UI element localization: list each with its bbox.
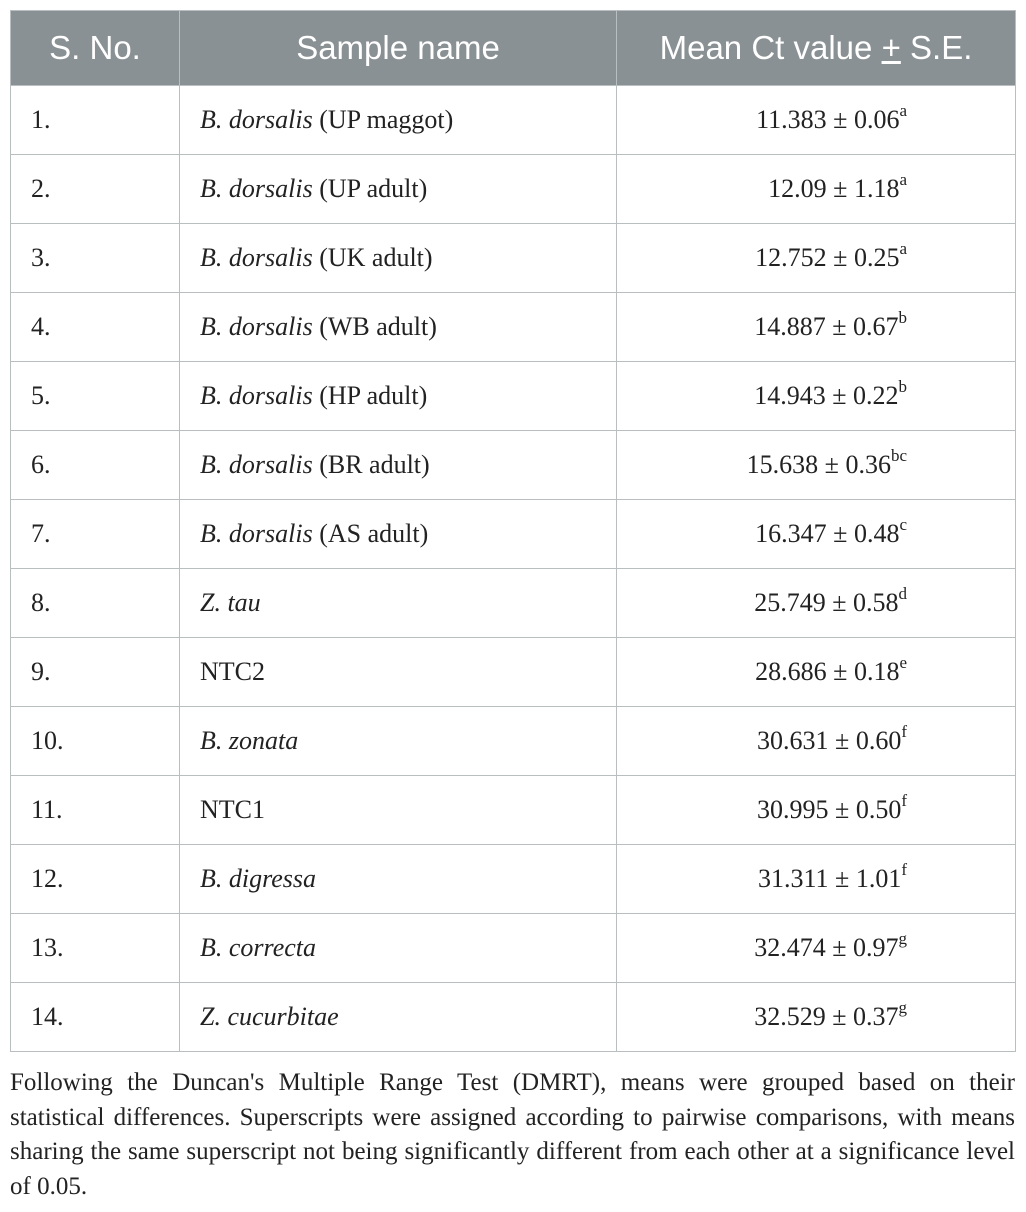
table-row	[11, 638, 1016, 707]
header-row	[11, 11, 1016, 86]
mean-ct-value: 30.995 ± 0.50	[757, 795, 902, 824]
species-name: B. dorsalis	[200, 243, 313, 272]
species-name: B. digressa	[200, 864, 317, 893]
row-number: 6.	[11, 431, 180, 500]
mean-ct-cell	[617, 293, 1016, 362]
dmrt-group-superscript: a	[899, 170, 907, 190]
mean-ct-value: 16.347 ± 0.48	[755, 519, 900, 548]
row-number: 9.	[11, 638, 180, 707]
dmrt-group-superscript: e	[899, 653, 907, 673]
table-row	[11, 500, 1016, 569]
species-name: B. dorsalis	[200, 174, 313, 203]
sample-name-cell	[180, 155, 617, 224]
mean-ct-cell	[617, 155, 1016, 224]
results-table-container	[10, 10, 1015, 1052]
row-number: 1.	[11, 86, 180, 155]
header-sno: S. No.	[11, 11, 180, 86]
mean-ct-cell	[617, 914, 1016, 983]
header-sample-name: Sample name	[180, 11, 617, 86]
row-number: 2.	[11, 155, 180, 224]
mean-ct-value: 25.749 ± 0.58	[754, 588, 899, 617]
sample-name-cell	[180, 500, 617, 569]
row-number: 11.	[11, 776, 180, 845]
mean-ct-cell	[617, 707, 1016, 776]
species-name: B. dorsalis	[200, 381, 313, 410]
sample-name-cell	[180, 707, 617, 776]
dmrt-group-superscript: bc	[890, 446, 907, 466]
sample-detail: NTC2	[200, 657, 265, 686]
dmrt-group-superscript: g	[898, 998, 907, 1018]
mean-ct-cell	[617, 776, 1016, 845]
row-number: 14.	[11, 983, 180, 1052]
header-mean-ct	[617, 11, 1016, 86]
sample-name-cell	[180, 914, 617, 983]
sample-detail: (UP maggot)	[312, 105, 454, 134]
species-name: B. dorsalis	[200, 450, 313, 479]
table-row	[11, 569, 1016, 638]
mean-ct-value: 28.686 ± 0.18	[755, 657, 900, 686]
sample-name-cell	[180, 569, 617, 638]
species-name: Z. tau	[200, 588, 261, 617]
table-row	[11, 86, 1016, 155]
row-number: 10.	[11, 707, 180, 776]
sample-name-cell	[180, 845, 617, 914]
sample-detail: (UK adult)	[312, 243, 433, 272]
mean-ct-value: 31.311 ± 1.01	[758, 864, 902, 893]
table-row	[11, 293, 1016, 362]
table-footnote: Following the Duncan's Multiple Range Test (DMRT), means were grouped based on their statistical differences. Superscripts were assigned according to pairwise comparisons, with means sharing the same superscript not being significantly different from each other at a significance level of 0.05.	[10, 1069, 1015, 1200]
table-row	[11, 983, 1016, 1052]
sample-name-cell	[180, 431, 617, 500]
sample-detail: (BR adult)	[312, 450, 430, 479]
plus-minus-symbol: +	[881, 29, 901, 66]
ct-value-table	[10, 10, 1016, 1052]
mean-ct-value: 14.887 ± 0.67	[754, 312, 899, 341]
table-row	[11, 914, 1016, 983]
mean-ct-value: 12.09 ± 1.18	[768, 174, 900, 203]
dmrt-group-superscript: f	[901, 722, 907, 742]
mean-ct-cell	[617, 638, 1016, 707]
sample-name-cell	[180, 293, 617, 362]
table-row	[11, 155, 1016, 224]
sample-name-cell	[180, 362, 617, 431]
mean-ct-value: 15.638 ± 0.36	[746, 450, 891, 479]
dmrt-group-superscript: d	[898, 584, 907, 604]
row-number: 7.	[11, 500, 180, 569]
mean-ct-cell	[617, 569, 1016, 638]
mean-ct-value: 32.474 ± 0.97	[754, 933, 899, 962]
dmrt-group-superscript: g	[898, 929, 907, 949]
mean-ct-cell	[617, 86, 1016, 155]
dmrt-group-superscript: c	[899, 515, 907, 535]
table-header	[11, 11, 1016, 86]
dmrt-group-superscript: a	[899, 239, 907, 259]
dmrt-group-superscript: a	[899, 101, 907, 121]
row-number: 13.	[11, 914, 180, 983]
mean-ct-cell	[617, 431, 1016, 500]
row-number: 3.	[11, 224, 180, 293]
table-row	[11, 845, 1016, 914]
header-mean-prefix: Mean Ct value	[659, 29, 882, 66]
species-name: B. zonata	[200, 726, 299, 755]
mean-ct-cell	[617, 845, 1016, 914]
sample-name-cell	[180, 983, 617, 1052]
sample-detail: (WB adult)	[312, 312, 437, 341]
mean-ct-cell	[617, 224, 1016, 293]
species-name: Z. cucurbitae	[200, 1002, 339, 1031]
mean-ct-cell	[617, 500, 1016, 569]
table-row	[11, 707, 1016, 776]
row-number: 12.	[11, 845, 180, 914]
dmrt-group-superscript: f	[901, 860, 907, 880]
sample-name-cell	[180, 638, 617, 707]
mean-ct-cell	[617, 362, 1016, 431]
row-number: 4.	[11, 293, 180, 362]
table-row	[11, 431, 1016, 500]
sample-detail: (AS adult)	[312, 519, 429, 548]
sample-detail: (HP adult)	[312, 381, 428, 410]
table-row	[11, 776, 1016, 845]
mean-ct-value: 14.943 ± 0.22	[754, 381, 899, 410]
header-mean-suffix: S.E.	[900, 29, 973, 66]
table-row	[11, 224, 1016, 293]
sample-name-cell	[180, 86, 617, 155]
mean-ct-value: 11.383 ± 0.06	[756, 105, 900, 134]
sample-detail: (UP adult)	[312, 174, 428, 203]
row-number: 8.	[11, 569, 180, 638]
sample-name-cell	[180, 224, 617, 293]
species-name: B. dorsalis	[200, 105, 313, 134]
mean-ct-value: 12.752 ± 0.25	[755, 243, 900, 272]
dmrt-group-superscript: f	[901, 791, 907, 811]
species-name: B. dorsalis	[200, 312, 313, 341]
sample-detail: NTC1	[200, 795, 265, 824]
mean-ct-value: 30.631 ± 0.60	[757, 726, 902, 755]
mean-ct-value: 32.529 ± 0.37	[754, 1002, 899, 1031]
species-name: B. dorsalis	[200, 519, 313, 548]
row-number: 5.	[11, 362, 180, 431]
table-body	[11, 86, 1016, 1052]
dmrt-group-superscript: b	[898, 308, 907, 328]
sample-name-cell	[180, 776, 617, 845]
dmrt-group-superscript: b	[898, 377, 907, 397]
mean-ct-cell	[617, 983, 1016, 1052]
species-name: B. correcta	[200, 933, 316, 962]
table-row	[11, 362, 1016, 431]
